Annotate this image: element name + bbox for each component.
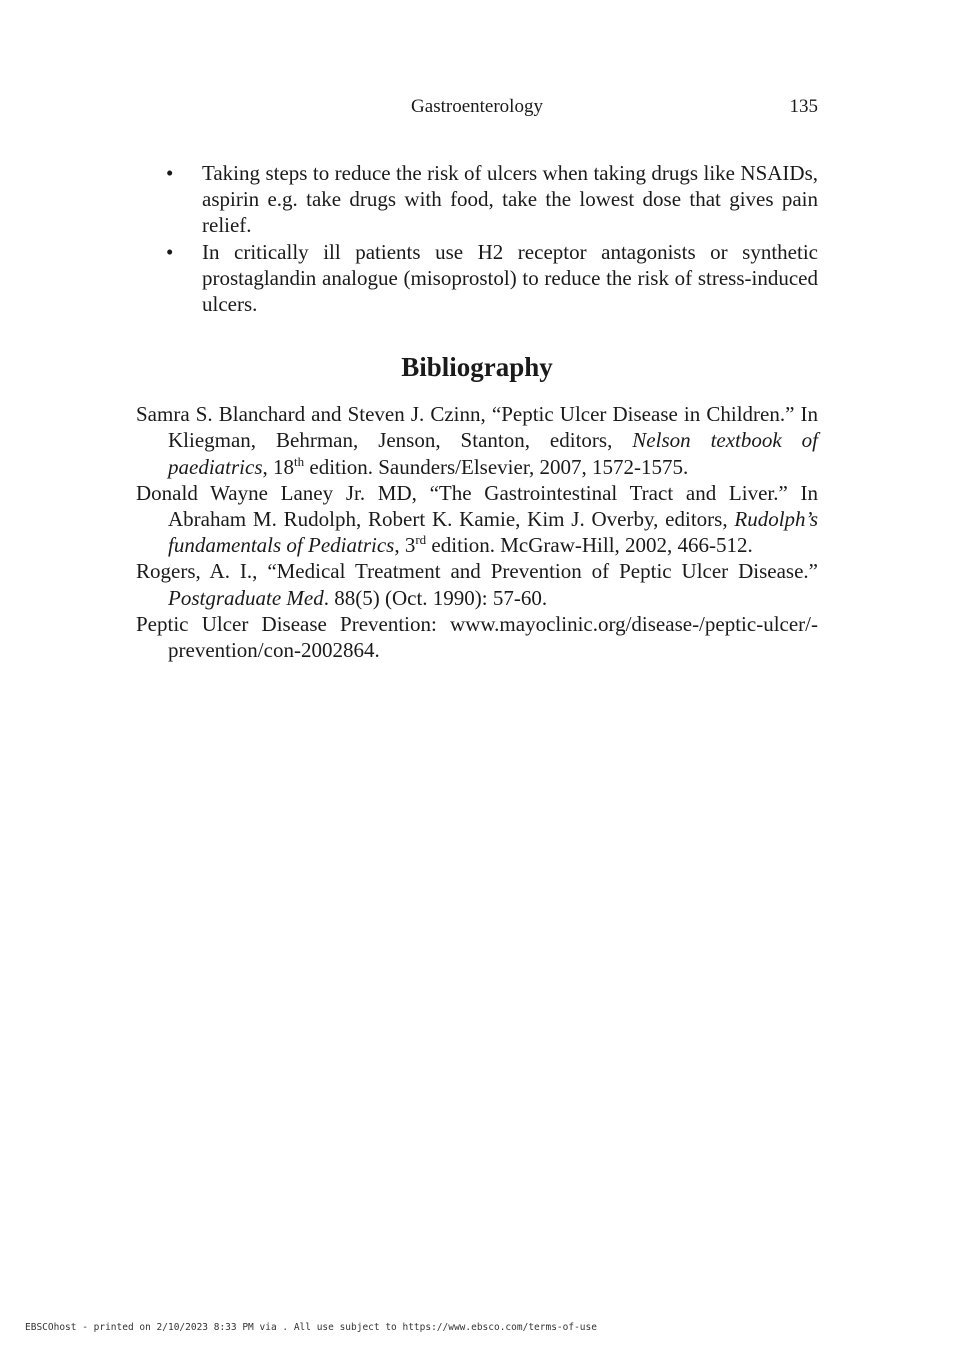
reference-text: , 3 [394,533,416,558]
page-number: 135 [789,96,818,117]
reference-title-italic: Postgraduate Med [168,585,324,610]
reference-entry [136,480,818,559]
ordinal-suffix: rd [415,532,427,548]
reference-text: edition. Saunders/Elsevier, 2007, 1572-1575. [304,454,689,479]
bullet-item [166,160,818,239]
bullet-icon: • [166,161,174,185]
page-content [136,160,818,663]
bullet-icon: • [166,239,174,264]
reference-entry [136,611,818,663]
reference-title-italic: Rudolph’s fundamentals of Pediatrics [168,507,818,558]
bullet-item [166,239,818,318]
bullet-text: In critically ill patients use H2 receptor antagonists or synthetic prostaglandin analogue (misoprostol) to reduce the risk of stress-induced ulcers. [202,239,818,317]
running-head-title: Gastroenterology [411,96,543,117]
reference-text: Rogers, A. I., “Medical Treatment and Prevention of Peptic Ulcer Disease.” [136,559,818,584]
running-header [136,96,818,122]
ordinal-suffix: th [294,453,305,469]
bibliography-heading: Bibliography [401,352,553,383]
reference-text: Samra S. Blanchard and Steven J. Czinn, “Peptic Ulcer Disease in Children.” In Kliegman, Behrman, Jenson, Stanton, editors, [136,402,818,453]
bibliography-list [136,401,818,663]
bullet-list [166,160,818,317]
reference-text: Peptic Ulcer Disease Prevention: www.mayoclinic.org/disease-/peptic-ulcer/-prevention/con-2002864. [136,611,818,663]
reference-text: edition. McGraw-Hill, 2002, 466-512. [426,533,753,558]
reference-text: Donald Wayne Laney Jr. MD, “The Gastrointestinal Tract and Liver.” In Abraham M. Rudolph, Robert K. Kamie, Kim J. Overby, editors, [136,480,818,532]
reference-entry [136,558,818,610]
reference-title-italic: Nelson textbook of paediatrics [168,428,818,479]
reference-text: . 88(5) (Oct. 1990): 57-60. [323,585,548,610]
bullet-text: Taking steps to reduce the risk of ulcers when taking drugs like NSAIDs, aspirin e.g. take drugs with food, take the lowest dose that gives pain relief. [202,161,818,238]
reference-entry [136,401,818,480]
ebsco-footer: EBSCOhost - printed on 2/10/2023 8:33 PM via . All use subject to https://www.ebsco.com/terms-of-use [25,1322,597,1333]
reference-text: , 18 [262,454,294,479]
